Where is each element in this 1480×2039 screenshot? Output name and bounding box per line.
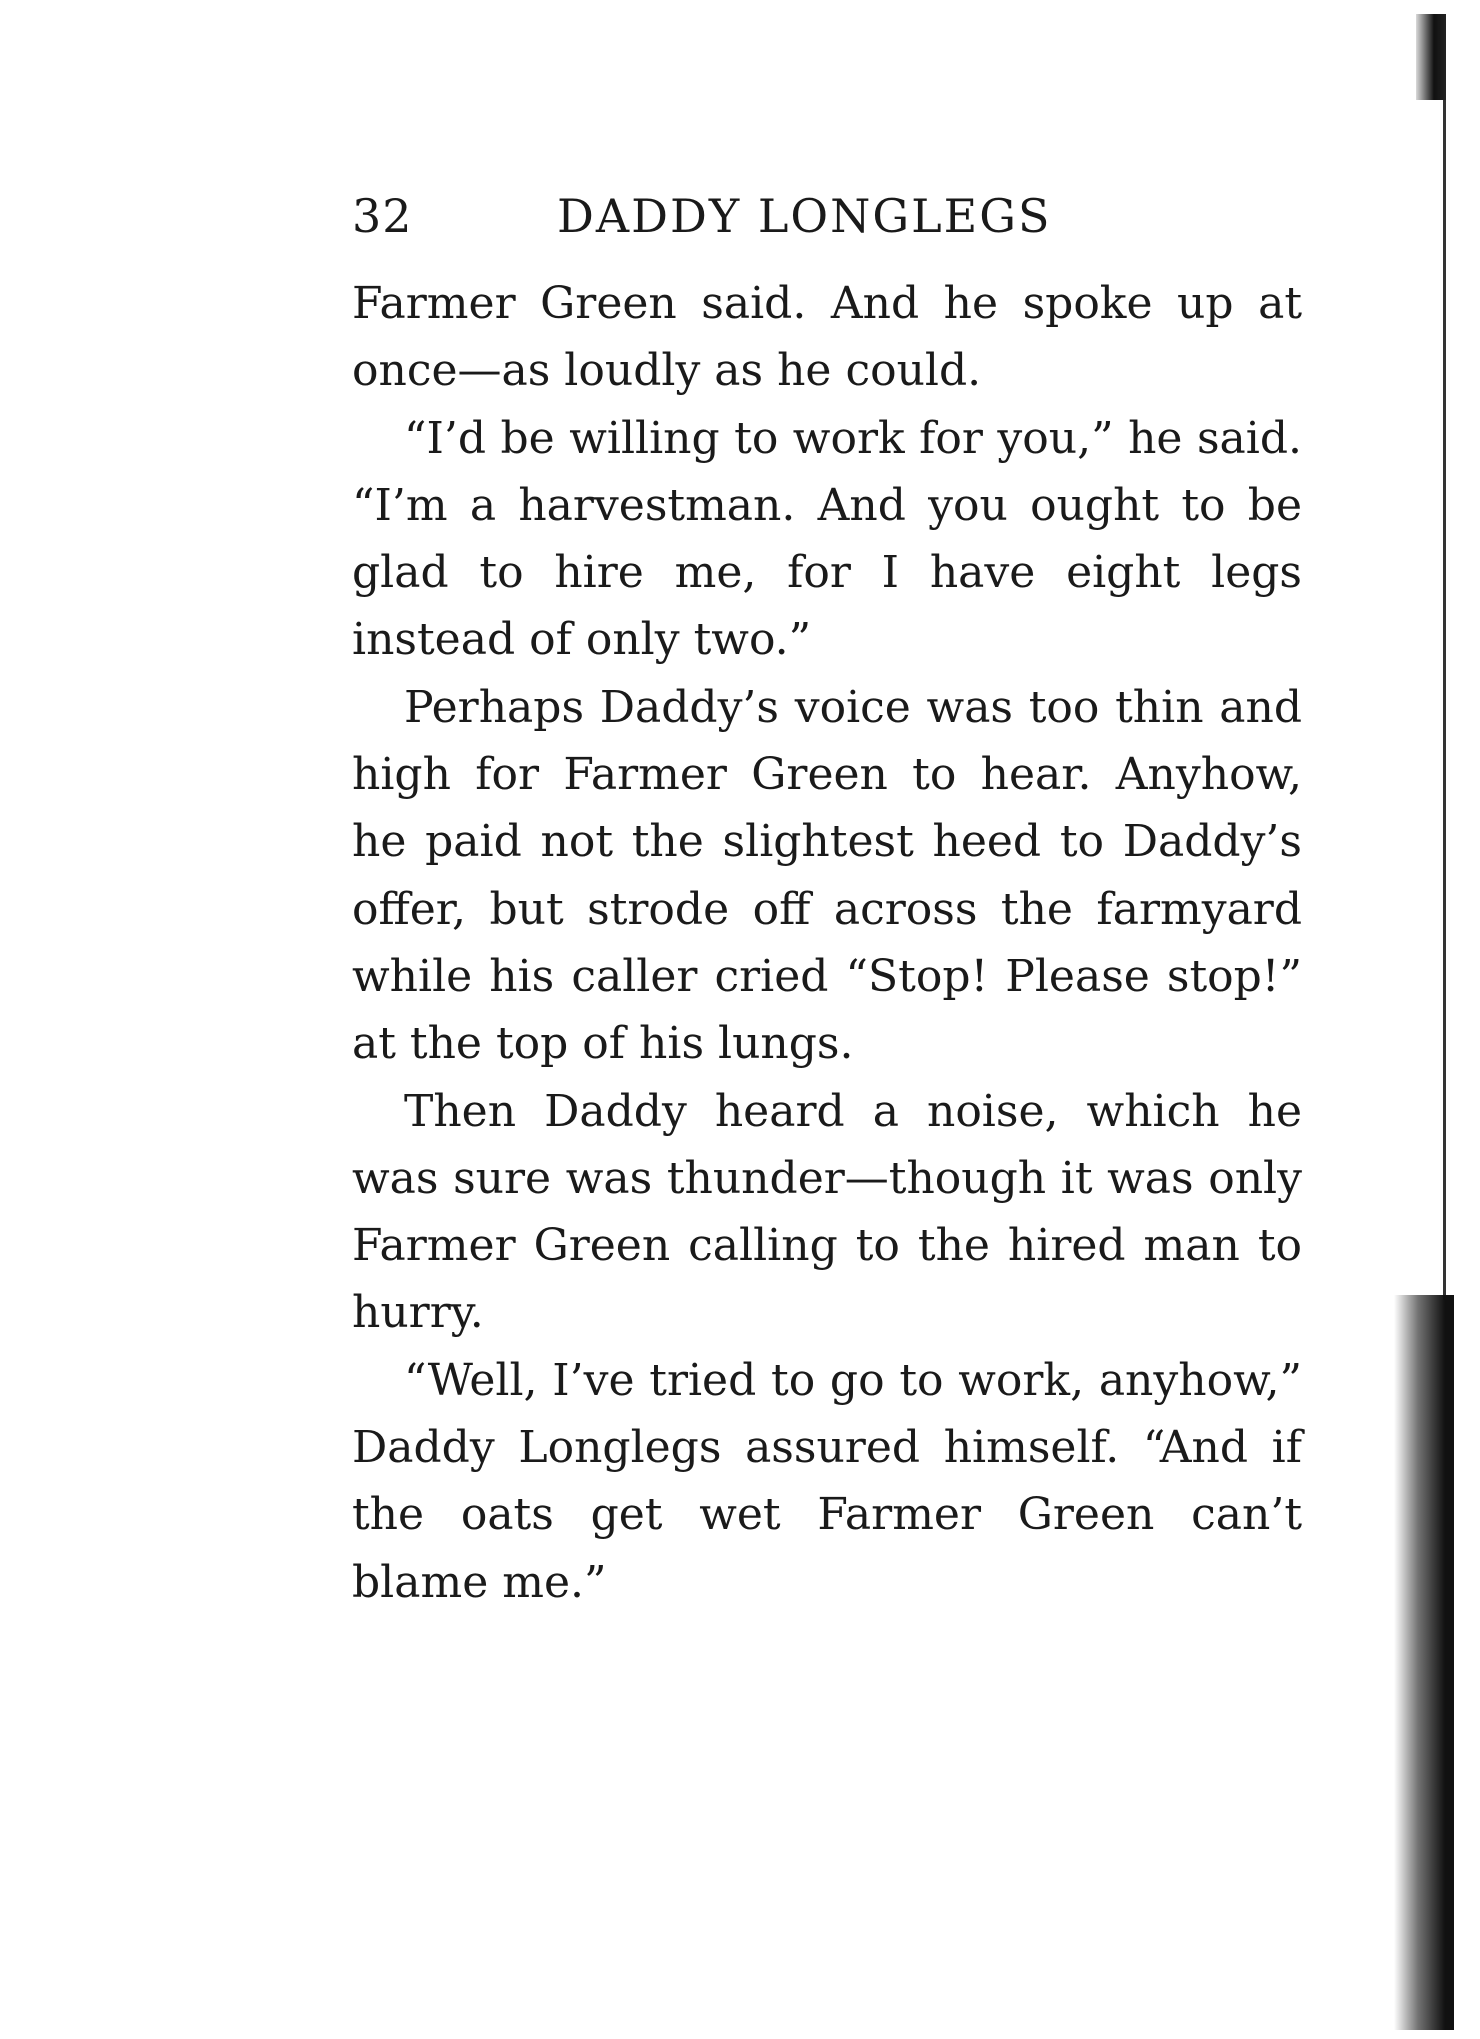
paragraph: Then Daddy heard a noise, which he was sure was thunder—though it was only Farmer Green calling to the hired man to hurry. [352, 1085, 1302, 1339]
paragraph: “Well, I’ve tried to go to work, anyhow,” Daddy Longlegs assured himself. “And if the oats get wet Farmer Green can’t blame me.” [352, 1354, 1302, 1608]
paragraph: Perhaps Daddy’s voice was too thin and high for Farmer Green to hear. Anyhow, he paid not the slightest heed to Daddy’s offer, but strode off across the farmyard while his caller cried “Stop! Please stop!” at the top of his lungs. [352, 681, 1302, 1070]
binding-edge-line [1443, 100, 1446, 1300]
binding-shadow-bottom [1394, 1295, 1454, 2030]
body-text [352, 270, 1302, 1616]
paragraph: “I’d be willing to work for you,” he said. “I’m a harvestman. And you ought to be glad to hire me, for I have eight legs instead of only two.” [352, 412, 1302, 666]
binding-shadow-top [1416, 14, 1446, 100]
paragraph: Farmer Green said. And he spoke up at once—as loudly as he could. [352, 278, 1302, 397]
page-number: 32 [352, 189, 413, 243]
running-head: DADDY LONGLEGS [557, 189, 1052, 243]
page-header [352, 188, 1302, 248]
